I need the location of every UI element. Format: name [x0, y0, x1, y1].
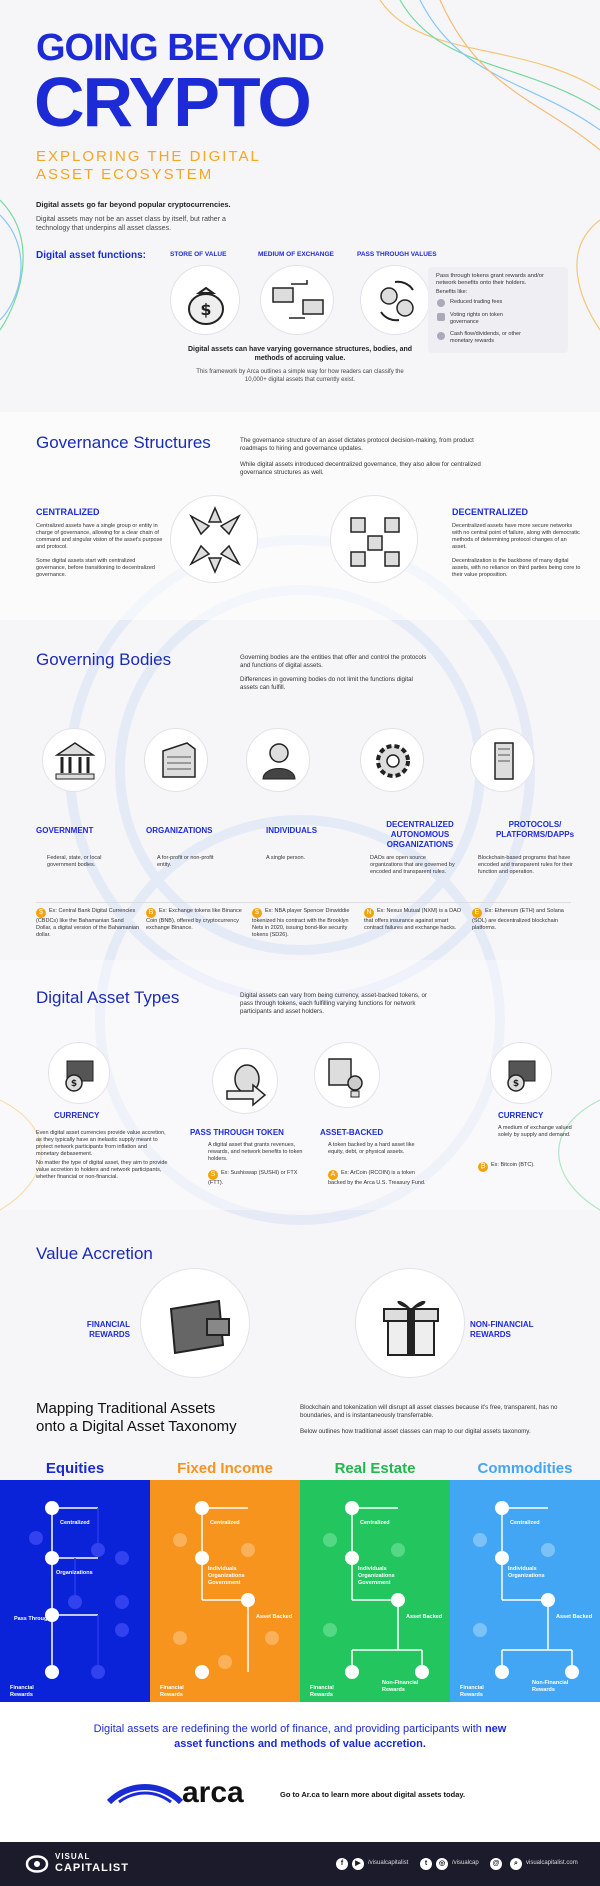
mapping-title-line2: onto a Digital Asset Taxonomy — [36, 1418, 237, 1435]
body-title: GOVERNMENT — [36, 826, 94, 835]
centralized-arrows-icon — [170, 495, 258, 583]
decentralized-text1: Decentralized assets have more secure networks with no central point of failure, along with democratic methods of determining protocol changes of an asset. — [452, 523, 580, 550]
gear-icon — [360, 728, 424, 792]
intro-text: Digital assets may not be an asset class by itself, but rather a technology that underpins all asset classes. — [36, 216, 226, 232]
intro-bold: Digital assets go far beyond popular cryptocurrencies. — [36, 200, 231, 209]
node-label: Centralized — [360, 1520, 390, 1526]
divider — [36, 902, 571, 903]
svg-text:$: $ — [200, 300, 212, 319]
column-title-fixed-income: Fixed Income — [177, 1460, 273, 1477]
vote-icon — [437, 313, 445, 321]
node-label: Pass Through — [14, 1616, 51, 1622]
node-label: Centralized — [60, 1520, 90, 1526]
framework-bold: Digital assets can have varying governance structures, bodies, and methods of accruing value. — [187, 346, 413, 362]
closing-text-b: new asset functions and methods of value accretion. — [174, 1723, 507, 1750]
person-icon — [246, 728, 310, 792]
body-desc: Federal, state, or local government bodies. — [47, 855, 102, 868]
non-financial-rewards-label: NON-FINANCIAL REWARDS — [470, 1320, 534, 1339]
wallet-icon — [140, 1268, 250, 1378]
benefit-item: Cash flow/dividends, or other monetary rewards — [450, 331, 521, 344]
government-building-icon — [42, 728, 106, 792]
node-label: Non-Financial Rewards — [532, 1680, 569, 1693]
title-line1: GOING BEYOND — [36, 27, 324, 69]
body-desc: A for-profit or non-profit entity. — [157, 855, 214, 868]
decentralized-text2: Decentralization is the backbone of many digital assets, with no reliance on third parties being core to their value proposition. — [452, 558, 581, 578]
exchange-laptops-icon — [260, 265, 334, 335]
node-label: Asset Backed — [256, 1614, 293, 1620]
fees-icon — [437, 299, 445, 307]
example-icon: N — [364, 908, 374, 918]
currency-right-text: A medium of exchange valued solely by supply and demand. — [498, 1125, 572, 1138]
at-icon[interactable]: @ — [490, 1858, 502, 1870]
youtube-icon[interactable]: ▶ — [352, 1858, 364, 1870]
instagram-icon[interactable]: ◎ — [436, 1858, 448, 1870]
facebook-icon[interactable]: f — [336, 1858, 348, 1870]
pass-through-token-icon — [212, 1048, 278, 1114]
gift-box-icon — [355, 1268, 465, 1378]
node-label: Asset Backed — [406, 1614, 443, 1620]
value-accretion-section — [0, 1230, 600, 1390]
svg-text:$: $ — [512, 1079, 520, 1089]
currency-title: CURRENCY — [54, 1111, 100, 1120]
pass-token-text: A digital asset that grants revenues, rewards, and network benefits to token holders. — [208, 1142, 303, 1162]
website-link[interactable]: visualcapitalist.com — [526, 1860, 578, 1866]
twitter-icon[interactable]: t — [420, 1858, 432, 1870]
example-icon: S — [208, 1170, 218, 1180]
function-medium-label: MEDIUM OF EXCHANGE — [258, 251, 334, 258]
mapping-title-line1: Mapping Traditional Assets — [36, 1400, 216, 1417]
centralized-title: CENTRALIZED — [36, 507, 100, 517]
body-title: DECENTRALIZED AUTONOMOUS ORGANIZATIONS — [386, 820, 454, 849]
bitcoin-icon: ₿ — [478, 1162, 488, 1172]
benefits-label: Benefits like: — [436, 289, 468, 295]
blocks-icon — [470, 728, 534, 792]
visual-capitalist-logo-icon — [24, 1852, 50, 1876]
brand-line2: CAPITALIST — [55, 1862, 129, 1874]
cta-text: to learn more about digital assets today. — [319, 1790, 466, 1799]
arca-logo-text: arca — [182, 1776, 244, 1809]
example-icon: $ — [36, 908, 46, 918]
bodies-desc2: Differences in governing bodies do not limit the functions digital assets can fulfill. — [240, 676, 413, 691]
function-pass-label: PASS THROUGH VALUES — [357, 251, 437, 258]
governance-desc1: The governance structure of an asset dictates protocol decision-making, from product roadmaps to hiring and governance updates. — [240, 437, 474, 452]
asset-backed-example: Ex: ArCoin (RCOIN) is a token backed by the Arca U.S. Treasury Fund. — [328, 1170, 426, 1186]
asset-backed-text: A token backed by a hard asset like equity, debt, or physical assets. — [328, 1142, 415, 1155]
body-title: ORGANIZATIONS — [146, 826, 213, 835]
footer — [0, 1842, 600, 1886]
centralized-text2: Some digital assets start with centralized governance, before transitioning to decentralized governance. — [36, 558, 155, 578]
asset-backed-title: ASSET-BACKED — [320, 1128, 384, 1137]
mapping-header — [0, 1396, 600, 1456]
fixed-income-column — [150, 1480, 300, 1702]
equities-column — [0, 1480, 150, 1702]
node-label: Individuals Organizations Government — [358, 1566, 395, 1586]
decentralized-cubes-icon — [330, 495, 418, 583]
pass-through-desc: Pass through tokens grant rewards and/or network benefits onto their holders. — [436, 273, 544, 286]
body-example: Ex: NBA player Spencer Dinwiddie tokenized his contract with the Brooklyn Nets in 2020, issuing bond-like security tokens (SD26). — [252, 908, 350, 938]
node-label: Centralized — [510, 1520, 540, 1526]
body-desc: DAOs are open source organizations that are governed by encoded and transparent rules. — [370, 855, 455, 875]
decentralized-title: DECENTRALIZED — [452, 507, 528, 517]
functions-section — [0, 245, 600, 395]
bodies-desc1: Governing bodies are the entities that offer and control the protocols and functions of digital assets. — [240, 654, 427, 669]
column-title-equities: Equities — [45, 1460, 105, 1477]
node-label: Financial Rewards — [10, 1685, 34, 1698]
social-handle[interactable]: /visualcapitalist — [368, 1860, 409, 1866]
functions-label: Digital asset functions: — [36, 250, 147, 261]
asset-types-section — [0, 980, 600, 1220]
node-label: Asset Backed — [556, 1614, 593, 1620]
cta-text: Go to — [280, 1790, 302, 1799]
body-title: INDIVIDUALS — [266, 826, 318, 835]
governing-bodies-section — [0, 640, 600, 960]
example-icon: B — [146, 908, 156, 918]
mapping-desc2: Below outlines how traditional asset classes can map to our digital assets taxonomy. — [300, 1428, 531, 1435]
subtitle-line2: ASSET ECOSYSTEM — [36, 166, 214, 183]
example-icon: $ — [252, 908, 262, 918]
pass-token-example: Ex: Sushiswap (SUSHI) or FTX (FTT). — [208, 1170, 298, 1186]
svg-text:$: $ — [70, 1079, 78, 1089]
mapping-desc1: Blockchain and tokenization will disrupt all asset classes because it's free, transparent, has no boundaries, and is instantaneously transferrable. — [300, 1404, 558, 1419]
currency-right-example: Ex: Bitcoin (BTC). — [491, 1162, 535, 1168]
closing-text — [80, 1722, 520, 1752]
body-title: PROTOCOLS/ PLATFORMS/DAPPs — [495, 820, 575, 839]
node-label: Financial Rewards — [460, 1685, 484, 1698]
framework-text: This framework by Arca outlines a simple way for how readers can classify the 10,000+ digital assets that currently exist. — [196, 369, 404, 383]
pass-through-box — [428, 267, 568, 353]
body-example: Ex: Central Bank Digital Currencies (CBDCs) like the Bahamanian Sand Dollar, a digital version of the Bahamanian dollar. — [36, 908, 140, 938]
body-desc: A single person. — [266, 855, 306, 861]
example-icon: A — [328, 1170, 338, 1180]
currency-icon — [490, 1042, 552, 1104]
currency-right-title: CURRENCY — [498, 1111, 544, 1120]
column-title-commodities: Commodities — [477, 1460, 573, 1477]
dividend-icon — [437, 332, 445, 340]
node-label: Financial Rewards — [310, 1685, 334, 1698]
office-building-icon — [144, 728, 208, 792]
currency-left-text1: Even digital asset currencies provide value accretion, as they typically have an inelastic supply meant to protect network participants from inflation and monetary debasement. — [36, 1130, 166, 1157]
real-estate-column — [300, 1480, 450, 1702]
governance-title: Governance Structures — [36, 433, 211, 452]
node-label: Individuals Organizations Government — [208, 1566, 245, 1586]
closing-text-a: Digital assets are redefining the world of finance, and providing participants with — [93, 1723, 485, 1735]
body-example: Ex: Exchange tokens like Binance Coin (BNB), offered by cryptocurrency exchange Binance. — [146, 908, 242, 931]
accretion-title: Value Accretion — [36, 1244, 153, 1263]
node-label: Individuals Organizations — [508, 1566, 545, 1579]
body-example: Ex: Nexus Mutual (NXM) is a DAO that offers insurance against smart contract failures and exchange hacks. — [364, 908, 462, 931]
financial-rewards-label: FINANCIAL REWARDS — [86, 1320, 130, 1339]
arca-link[interactable]: Ar.ca — [301, 1790, 320, 1799]
bodies-title: Governing Bodies — [36, 650, 172, 669]
node-label: Non-Financial Rewards — [382, 1680, 419, 1693]
benefit-item: Reduced trading fees — [450, 299, 503, 305]
asset-backed-icon — [314, 1042, 380, 1108]
node-label: Centralized — [210, 1520, 240, 1526]
types-desc: Digital assets can vary from being currency, asset-backed tokens, or pass through tokens, each fulfilling varying functions for network participants and asset holders. — [240, 992, 427, 1015]
title-line2: CRYPTO — [34, 63, 310, 141]
governance-desc2: While digital assets introduced decentralized governance, they also allow for centralized governance structures as well. — [240, 461, 481, 476]
body-desc: Blockchain-based programs that have encoded and transparent rules for their function and operation. — [478, 855, 573, 875]
arca-logo-icon — [105, 1782, 185, 1806]
column-title-real-estate: Real Estate — [334, 1460, 416, 1477]
closing-cta — [280, 1790, 465, 1799]
function-store-label: STORE OF VALUE — [170, 251, 227, 258]
brand-line1: VISUAL — [55, 1852, 91, 1861]
commodities-column — [450, 1480, 600, 1702]
currency-icon — [48, 1042, 110, 1104]
social-handle[interactable]: /visualcap — [452, 1860, 479, 1866]
governance-section — [0, 425, 600, 625]
types-title: Digital Asset Types — [36, 988, 180, 1007]
node-label: Organizations — [56, 1570, 93, 1576]
example-icon: E — [472, 908, 482, 918]
node-label: Financial Rewards — [160, 1685, 184, 1698]
pass-token-title: PASS THROUGH TOKEN — [190, 1128, 284, 1137]
search-icon[interactable]: ⌕ — [510, 1858, 522, 1870]
coin-cycle-icon — [360, 265, 430, 335]
money-bag-icon — [170, 265, 240, 335]
closing-section — [0, 1702, 600, 1842]
centralized-text1: Centralized assets have a single group or entity in charge of governance, allowing for a clear chain of command and singular vision of the asset's purpose and protocol. — [36, 523, 163, 550]
body-example: Ex: Ethereum (ETH) and Solana (SOL) are decentralized blockchain platforms. — [472, 908, 564, 931]
subtitle-line1: EXPLORING THE DIGITAL — [36, 148, 261, 165]
currency-left-text2: No matter the type of digital asset, they aim to provide value accretion to holders and network participants, whether financial or non-financial. — [36, 1160, 168, 1180]
benefit-item: Voting rights on token governance — [450, 312, 503, 325]
